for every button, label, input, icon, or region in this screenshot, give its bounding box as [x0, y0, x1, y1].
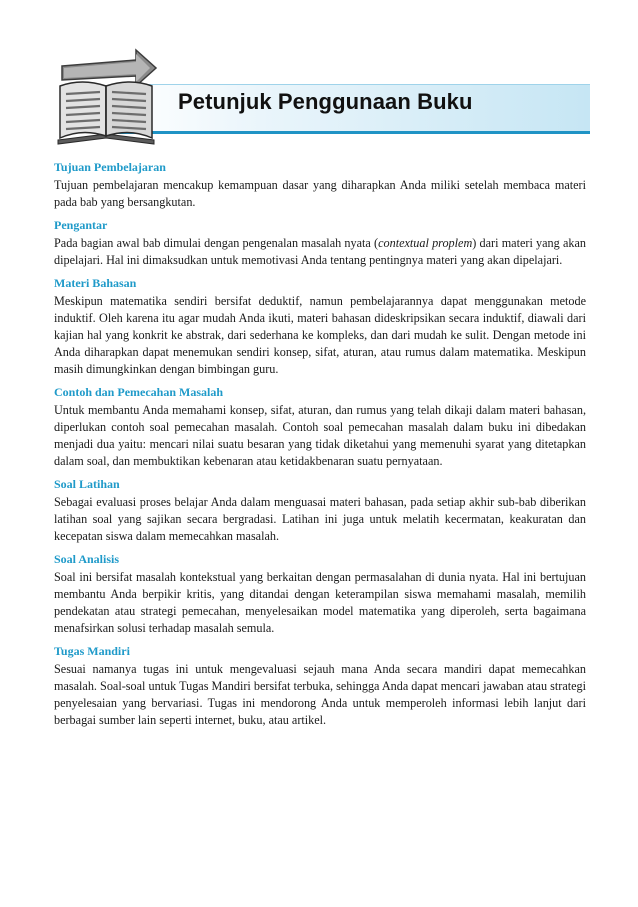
- section-soal-latihan: [54, 477, 586, 545]
- section-text: [54, 235, 586, 269]
- text-after: ) dari materi yang akan dipelajari. Hal ini dimaksudkan untuk memotivasi Anda tentang pentingnya materi yang akan dipelajari.: [54, 236, 586, 267]
- section-text: Sebagai evaluasi proses belajar Anda dalam menguasai materi bahasan, pada setiap akhir sub-bab diberikan latihan soal yang sajikan secara bergradasi. Latihan ini juga untuk melatih kecermatan, keakuratan dan kecepatan siswa dalam memecahkan masalah.: [54, 495, 586, 543]
- section-heading: Tugas Mandiri: [54, 644, 130, 658]
- section-heading: Soal Latihan: [54, 477, 120, 491]
- section-heading: Contoh dan Pemecahan Masalah: [54, 385, 224, 399]
- section-text: Sesuai namanya tugas ini untuk mengevaluasi sejauh mana Anda secara mandiri dapat memecahkan masalah. Soal-soal untuk Tugas Mandiri bersifat terbuka, sehingga Anda dapat mencari jawaban atau strategi penyelesaian yang bervariasi. Tugas ini mendorong Anda untuk memperoleh informasi lebih lanjut dari berbagai sumber lain seperti internet, buku, atau artikel.: [54, 662, 586, 727]
- section-text: Soal ini bersifat masalah kontekstual yang berkaitan dengan permasalahan di dunia nyata. Hal ini bertujuan membantu Anda berpikir kritis, yang ditandai dengan keterampilan siswa memahami masalah, memilih pendekatan atau strategi pemecahan, menyelesaikan model matematika yang diperoleh, serta bagaimana menafsirkan solusi terhadap masalah semula.: [54, 570, 586, 635]
- italic-term: contextual proplem: [378, 236, 473, 250]
- text-before: Pada bagian awal bab dimulai dengan pengenalan masalah nyata (: [54, 236, 379, 250]
- section-text: Meskipun matematika sendiri bersifat deduktif, namun pembelajarannya dapat menggunakan metode induktif. Oleh karena itu agar mudah Anda ikuti, materi bahasan dideskripsikan secara induktif, diawali dari kajian hal yang konkrit ke abstrak, dari sederhana ke kompleks, dan dari mudah ke sulit. Dengan metode ini Anda diharapkan dapat menemukan sendiri konsep, sifat, aturan, atau rumus dalam matematika. Meskipun masih dimungkinkan dengan bimbingan guru.: [54, 294, 586, 376]
- section-soal-analisis: [54, 552, 586, 637]
- section-materi-bahasan: [54, 276, 586, 378]
- section-tujuan-pembelajaran: [54, 160, 586, 211]
- page-title: Petunjuk Penggunaan Buku: [178, 89, 473, 114]
- section-pengantar: [54, 218, 586, 269]
- content-body: [54, 160, 586, 736]
- section-tugas-mandiri: [54, 644, 586, 729]
- section-text: Tujuan pembelajaran mencakup kemampuan dasar yang diharapkan Anda miliki setelah membaca materi pada bab yang bersangkutan.: [54, 178, 586, 209]
- page-header: [0, 0, 638, 150]
- section-heading: Pengantar: [54, 218, 108, 232]
- section-text: Untuk membantu Anda memahami konsep, sifat, aturan, dan rumus yang telah dikaji dalam materi bahasan, diperlukan contoh soal pemecahan masalah. Contoh soal pemecahan masalah dalam buku ini dibedakan menjadi dua yaitu: mencari nilai suatu besaran yang tidak diketahui yang memenuhi syarat yang ditetapkan dalam soal, dan membuktikan kebenaran atau ketidakbenaran suatu pernyataan.: [54, 403, 586, 468]
- book-with-arrow-icon: [52, 48, 160, 148]
- section-heading: Tujuan Pembelajaran: [54, 160, 166, 174]
- section-heading: Materi Bahasan: [54, 276, 137, 290]
- section-heading: Soal Analisis: [54, 552, 120, 566]
- section-contoh-pemecahan-masalah: [54, 385, 586, 470]
